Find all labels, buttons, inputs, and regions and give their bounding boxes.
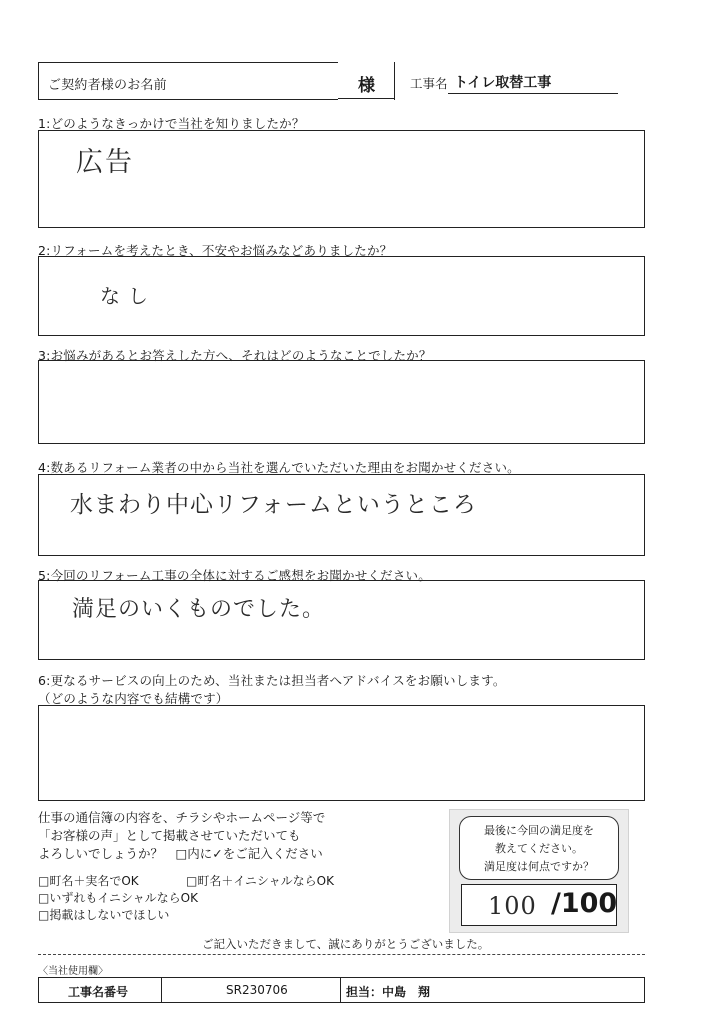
satisfaction-prompt-box <box>459 816 619 880</box>
satisfaction-line-3: 満足度は何点ですか？ <box>484 860 594 873</box>
satisfaction-score: 100 <box>488 892 537 920</box>
project-name-label: 工事名 <box>410 76 448 91</box>
permission-line-2: 「お客様の声」として掲載させていただいても <box>38 828 301 843</box>
permission-line-3: よろしいでしょうか？ □内に✓をご記入ください <box>38 846 323 861</box>
permission-option-2[interactable]: □町名＋イニシャルならOK <box>186 874 334 888</box>
project-name-value: トイレ取替工事 <box>454 75 552 91</box>
question-1-answer: 広告 <box>76 147 134 178</box>
header-divider <box>394 62 395 100</box>
satisfaction-line-1: 最後に今回の満足度を <box>484 824 594 837</box>
satisfaction-score-max: /100 <box>551 888 618 919</box>
project-name-underline <box>448 93 618 94</box>
question-5-label: 5:今回のリフォーム工事の全体に対するご感想をお聞かせください。 <box>38 568 431 583</box>
dashed-divider <box>38 954 645 955</box>
question-6-sublabel: （どのような内容でも結構です） <box>38 691 229 706</box>
project-number-label: 工事名番号 <box>68 985 129 999</box>
office-divider-1 <box>161 977 162 1003</box>
office-divider-2 <box>340 977 341 1003</box>
permission-option-3[interactable]: □いずれもイニシャルならOK <box>38 891 198 905</box>
thanks-message: ご記入いただきまして、誠にありがとうございました。 <box>202 937 490 951</box>
question-2-label: 2:リフォームを考えたとき、不安やお悩みなどありましたか？ <box>38 243 393 258</box>
office-use-label: 〈当社使用欄〉 <box>38 966 108 977</box>
office-use-table <box>38 977 645 1003</box>
customer-name-label: ご契約者様のお名前 <box>48 78 167 93</box>
permission-option-1[interactable]: □町名＋実名でOK <box>38 874 139 888</box>
question-6-answer-box[interactable] <box>38 705 645 801</box>
permission-line-1: 仕事の通信簿の内容を、チラシやホームページ等で <box>38 810 326 825</box>
question-2-answer: なし <box>100 284 156 308</box>
question-3-answer-box[interactable] <box>38 360 645 444</box>
question-5-answer: 満足のいくものでした。 <box>72 597 326 622</box>
question-4-label: 4:数あるリフォーム業者の中から当社を選んでいただいた理由をお聞かせください。 <box>38 460 520 475</box>
project-number-value: SR230706 <box>226 983 288 997</box>
satisfaction-line-2: 教えてください。 <box>495 842 583 855</box>
header-underline-left <box>338 98 394 99</box>
staff-label: 担当：中島 翔 <box>346 985 431 999</box>
permission-option-4[interactable]: □掲載はしないでほしい <box>38 908 170 922</box>
question-4-answer: 水まわり中心リフォームというところ <box>70 492 477 518</box>
permission-text <box>38 809 325 863</box>
honorific-label: 様 <box>358 76 375 96</box>
question-3-label: 3:お悩みがあるとお答えした方へ、それはどのようなことでしたか？ <box>38 348 432 363</box>
question-1-label: 1:どのようなきっかけで当社を知りましたか？ <box>38 116 305 131</box>
question-6-label: 6:更なるサービスの向上のため、当社または担当者へアドバイスをお願いします。 <box>38 673 506 688</box>
